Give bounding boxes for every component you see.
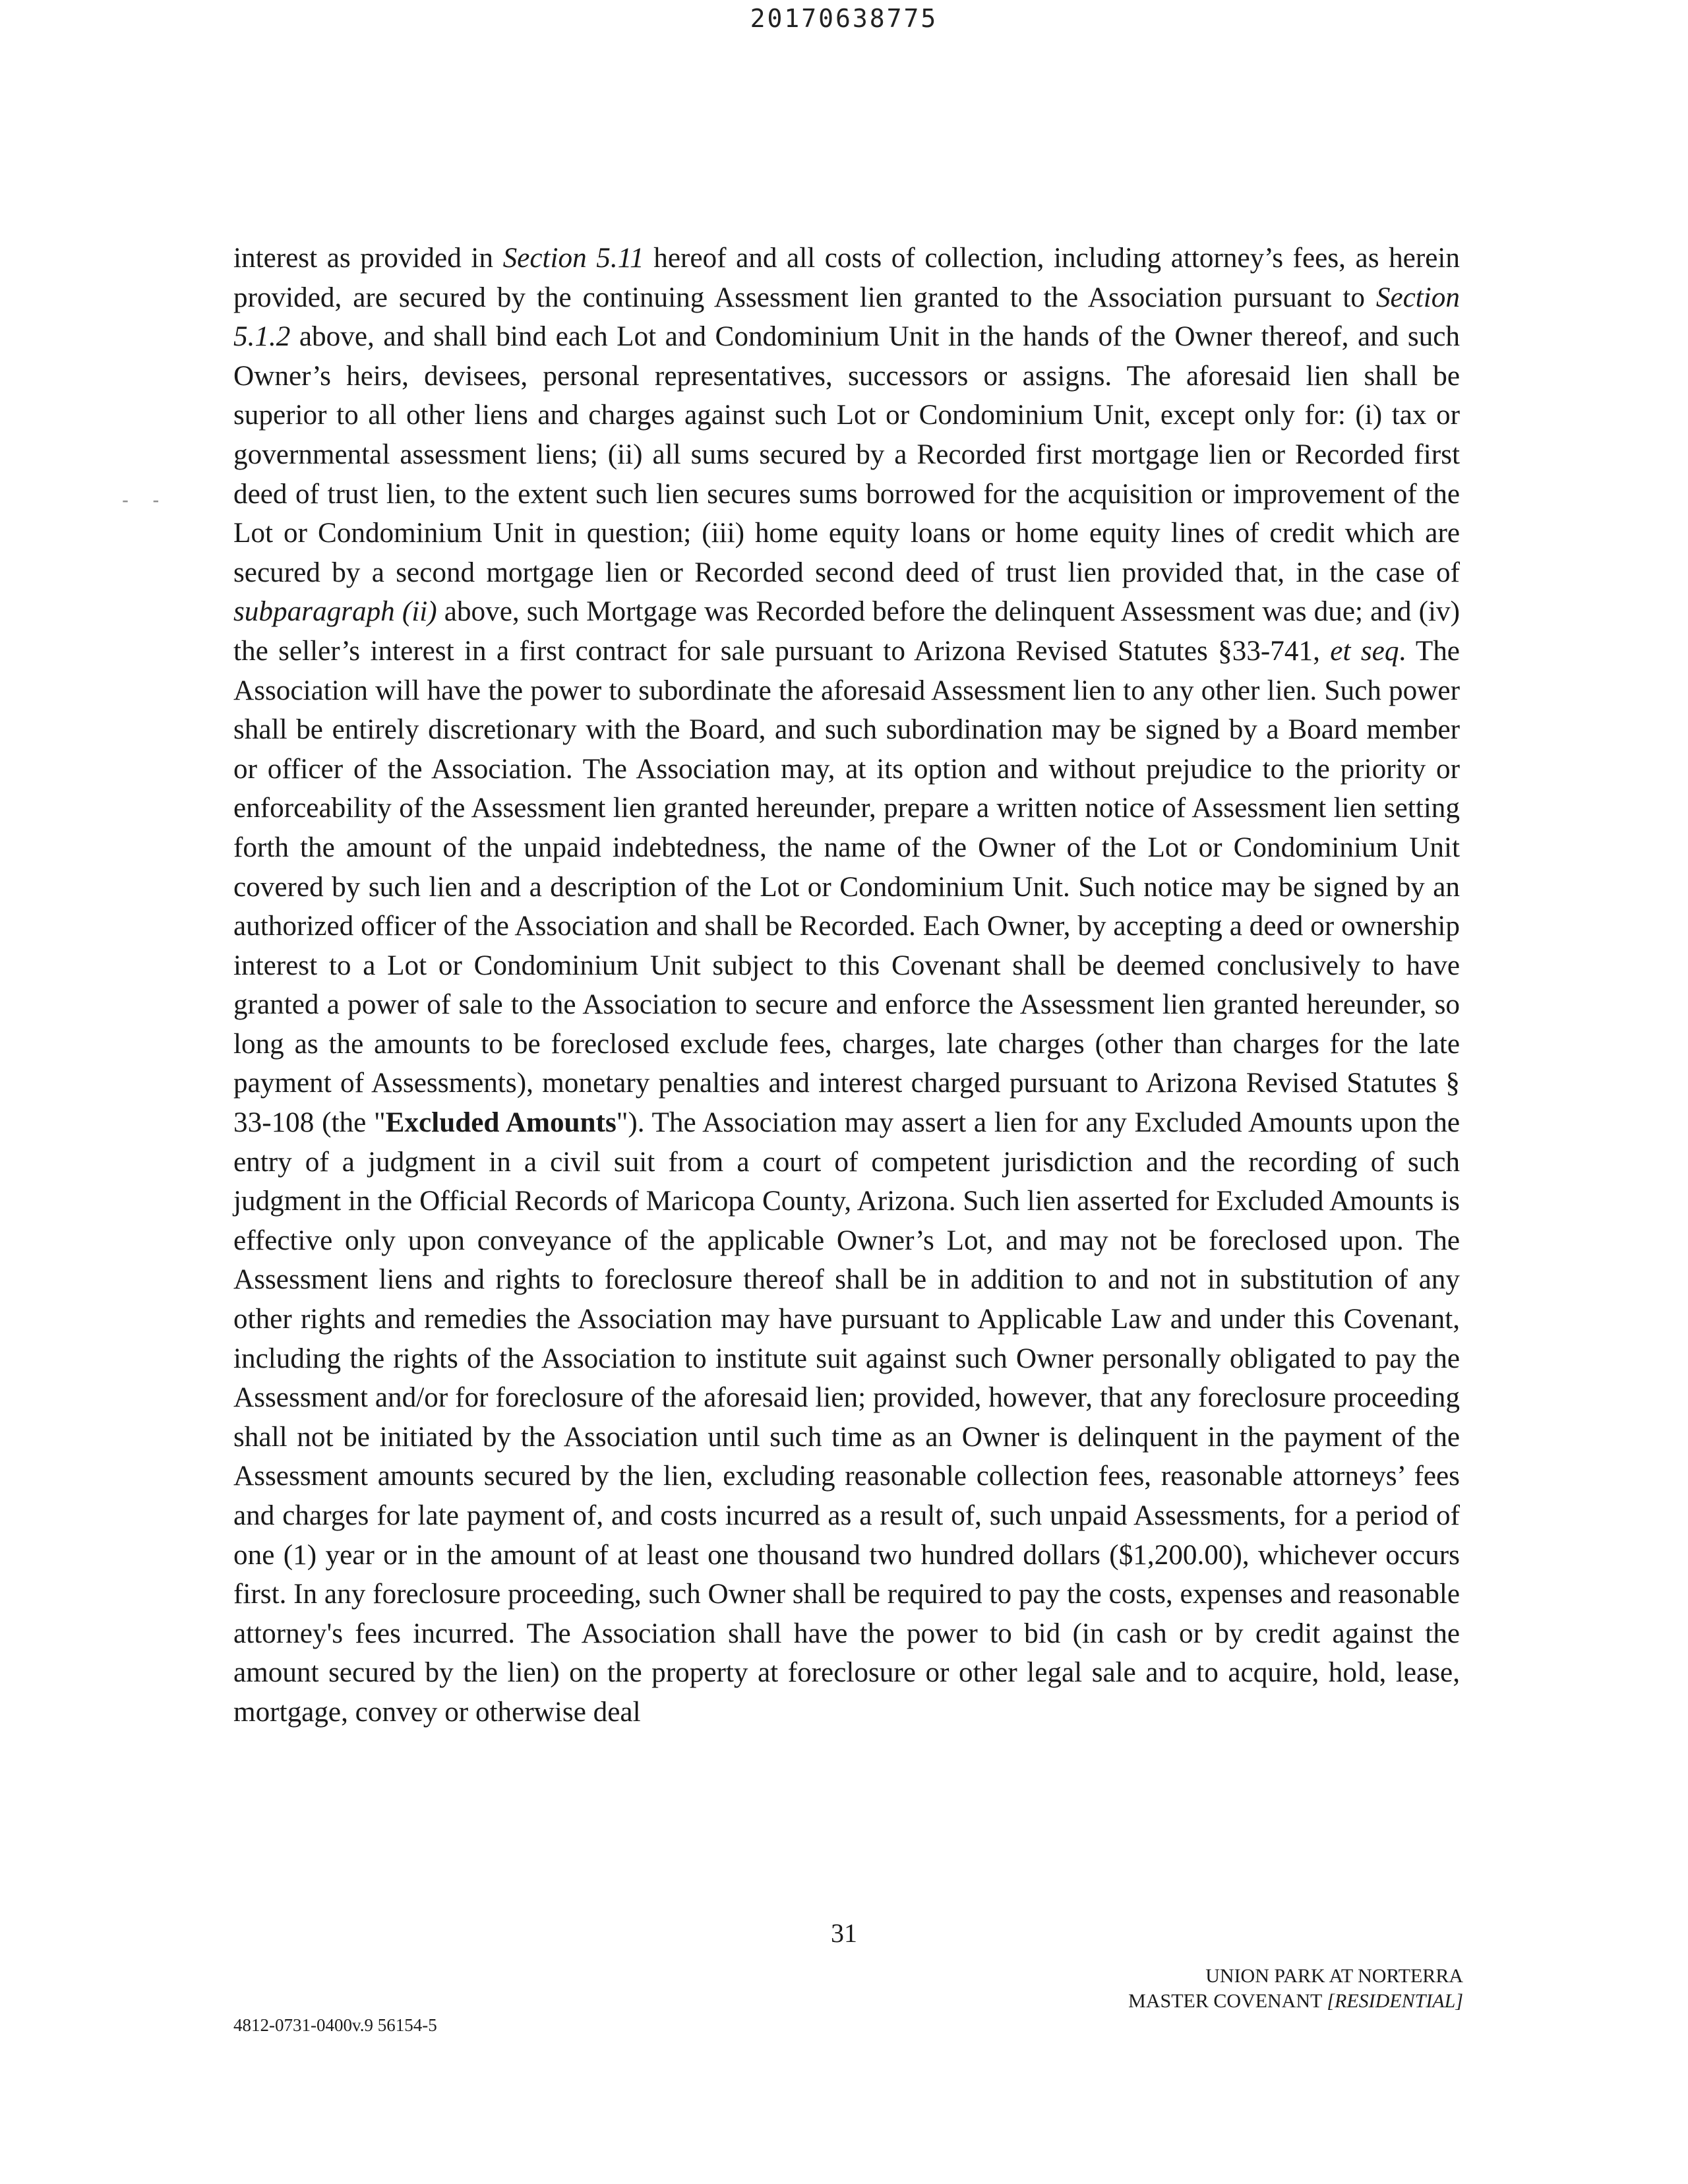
body-text-run: above, and shall bind each Lot and Condominium Unit in the hands of the Owner thereof, and such Owner’s heirs, devisees, personal representatives, successors or assigns. The aforesaid lien shall be superior to all other liens and charges against such Lot or Condominium Unit, except only for: (i) tax or governmental assessment liens; (ii) all sums secured by a Recorded first mortgage lien or Recorded first deed of trust lien, to the extent such lien secures sums borrowed for the acquisition or improvement of the Lot or Condominium Unit in question; (iii) home equity loans or home equity lines of credit which are secured by a second mortgage lien or Recorded second deed of trust lien provided that, in the case of: [233, 321, 1460, 588]
page-number: 31: [831, 1918, 857, 1948]
section-reference: Section 5.1.2: [233, 282, 1460, 353]
body-text-run: interest as provided in: [233, 243, 503, 274]
body-text-run: hereof and all costs of collection, including attorney’s fees, as herein provided, are secured by the continuing Assessment lien granted to the Association pursuant to: [233, 243, 1460, 313]
body-paragraph: [233, 239, 1460, 1732]
footer-title-italic: [RESIDENTIAL]: [1327, 1990, 1463, 2012]
body-text-run: above, such Mortgage was Recorded before the delinquent Assessment was due; and (iv) the seller’s interest in a first contract for sale pursuant to Arizona Revised Statutes §33-741,: [233, 596, 1460, 667]
et-seq: et seq: [1330, 635, 1399, 667]
footer-title-line-1: UNION PARK AT NORTERRA: [1205, 1965, 1463, 1987]
recording-number: 20170638775: [750, 4, 938, 33]
footer-title-prefix: MASTER COVENANT: [1128, 1990, 1327, 2012]
subparagraph-reference: subparagraph (ii): [233, 596, 437, 628]
body-text-run: . The Association will have the power to subordinate the aforesaid Assessment lien to any other lien. Such power shall be entirely discretionary with the Board, and such subordination may be signed by a Board member or officer of the Association. The Association may, at its option and without prejudice to the priority or enforceability of the Assessment lien granted hereunder, prepare a written notice of Assessment lien setting forth the amount of the unpaid indebtedness, the name of the Owner of the Lot or Condominium Unit covered by such lien and a description of the Lot or Condominium Unit. Such notice may be signed by an authorized officer of the Association and shall be Recorded. Each Owner, by accepting a deed or ownership interest to a Lot or Condominium Unit subject to this Covenant shall be deemed conclusively to have granted a power of sale to the Association to secure and enforce the Assessment lien granted hereunder, so long as the amounts to be foreclosed exclude fees, charges, late charges (other than charges for the late payment of Assessments), monetary penalties and interest charged pursuant to Arizona Revised Statutes § 33-108 (the ": [233, 635, 1460, 1139]
document-title-footer: [1128, 1964, 1463, 2014]
document-id-footer: 4812-0731-0400v.9 56154-5: [233, 2015, 437, 2035]
footer-title-line-2: [1128, 1989, 1463, 2014]
margin-mark: - -: [122, 489, 169, 511]
defined-term: Excluded Amounts: [385, 1107, 617, 1139]
body-text-run: "). The Association may assert a lien for any Excluded Amounts upon the entry of a judgment in a civil suit from a court of competent jurisdiction and the recording of such judgment in the Official Records of Maricopa County, Arizona. Such lien asserted for Excluded Amounts is effective only upon conveyance of the applicable Owner’s Lot, and may not be foreclosed upon. The Assessment liens and rights to foreclosure thereof shall be in addition to and not in substitution of any other rights and remedies the Association may have pursuant to Applicable Law and under this Covenant, including the rights of the Association to institute suit against such Owner personally obligated to pay the Assessment and/or for foreclosure of the aforesaid lien; provided, however, that any foreclosure proceeding shall not be initiated by the Association until such time as an Owner is delinquent in the payment of the Assessment amounts secured by the lien, excluding reasonable collection fees, reasonable attorneys’ fees and charges for late payment of, and costs incurred as a result of, such unpaid Assessments, for a period of one (1) year or in the amount of at least one thousand two hundred dollars ($1,200.00), whichever occurs first. In any foreclosure proceeding, such Owner shall be required to pay the costs, expenses and reasonable attorney's fees incurred. The Association shall have the power to bid (in cash or by credit against the amount secured by the lien) on the property at foreclosure or other legal sale and to acquire, hold, lease, mortgage, convey or otherwise deal: [233, 1107, 1461, 1728]
section-reference: Section 5.11: [502, 243, 644, 274]
